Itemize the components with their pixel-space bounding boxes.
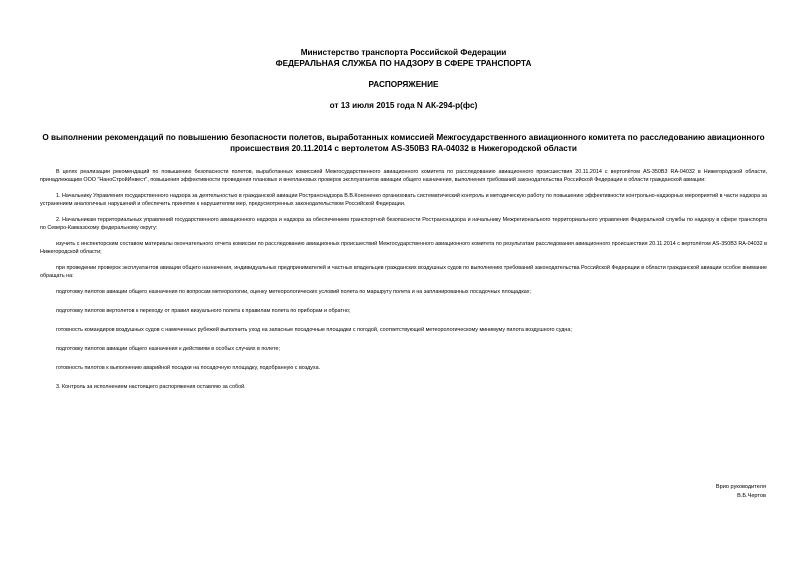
document-body: [40, 168, 767, 399]
document-date-number: от 13 июля 2015 года N АК-294-р(фс): [329, 101, 478, 110]
document-type: РАСПОРЯЖЕНИЕ: [368, 80, 439, 89]
paragraph-emergency-landing: готовность пилотов к выполнению аварийной посадки на посадочную площадку, подобранную с воздуха.: [56, 365, 321, 372]
service-name: ФЕДЕРАЛЬНАЯ СЛУЖБА ПО НАДЗОРУ В СФЕРЕ ТРАНСПОРТА: [275, 59, 532, 68]
paragraph-item-1: 1. Начальнику Управления государственного надзора за деятельностью в гражданской авиации Ространснадзора В.В.Кононенко организовать систематический контроль и методическую работу по повышению эффективности контрольно-надзорных мероприятий в части надзора за устранением аналогичных нарушений и обеспечить принятие к нарушителям мер, предусмотренных законодательством Российской Федерации.: [40, 192, 767, 208]
paragraph-alternate-landing: готовность командиров воздушных судов с намеченных рубежей выполнить уход на запасные посадочные площадки с погодой, соответствующей метеорологическому минимуму пилота воздушного судна;: [56, 327, 572, 334]
paragraph-inspections: при проведении проверок эксплуатантов авиации общего назначения, индивидуальных предпринимателей и частных владельцев гражданских воздушных судов по выполнению требований законодательства Российской Федерации в области гражданской авиации особое внимание обращать на:: [40, 264, 767, 280]
signatory-name: В.Б.Чертов: [737, 492, 766, 499]
paragraph-emergency-actions: подготовку пилотов авиации общего назначения к действиям в особых случаях в полете;: [56, 346, 280, 353]
document-title: О выполнении рекомендаций по повышению безопасности полетов, выработанных комиссией Межгосударственного авиационного комитета по расследованию авиационного происшествия 20.11.2014 с вертолетом AS-350B3 RA-04032 в Нижегородской области: [42, 133, 765, 153]
paragraph-item-3: 3. Контроль за исполнением настоящего распоряжения оставляю за собой.: [56, 384, 246, 391]
signatory-position: Врио руководителя: [715, 484, 766, 490]
paragraph-meteorology: подготовку пилотов авиации общего назначения по вопросам метеорологии, оценку метеорологических условий полета по маршруту полета и на запланированных посадочных площадках;: [56, 288, 531, 295]
paragraph-study-materials: изучить с инспекторским составом материалы окончательного отчета комиссии по расследованию авиационных происшествий Межгосударственного авиационного комитета по результатам расследования авиационного происшествия 20.11.2014 с вертолётом AS-350B3 RA-04032 в Нижегородской области;: [40, 240, 767, 256]
paragraph-vfr-ifr: подготовку пилотов вертолетов к переходу от правил визуального полета к правилам полета по приборам и обратно;: [56, 308, 351, 315]
paragraph-preamble: В целях реализации рекомендаций по повышению безопасности полетов, выработанных комиссией Межгосударственного авиационного комитета по расследованию авиационного происшествия 20.11.2014 с вертолётом AS-350B3 RA-04032 в Нижегородской области, принадлежащим ООО "НаноСтройИнвест", повышения эффективности проведения плановых и внеплановых проверок эксплуатантов авиации общего назначения, выполнения требований законодательства Российской Федерации в области гражданской авиации:: [40, 169, 767, 184]
paragraph-item-2: 2. Начальникам территориальных управлений государственного авиационного надзора и надзора за обеспечением транспортной безопасности Ространснадзора и начальнику Межрегионального территориального управления Федеральной службы по надзору в сфере транспорта по Северо-Кавказскому федеральному округу:: [40, 216, 767, 232]
ministry-name: Министерство транспорта Российской Федерации: [300, 48, 507, 57]
signature-block: [716, 483, 766, 500]
